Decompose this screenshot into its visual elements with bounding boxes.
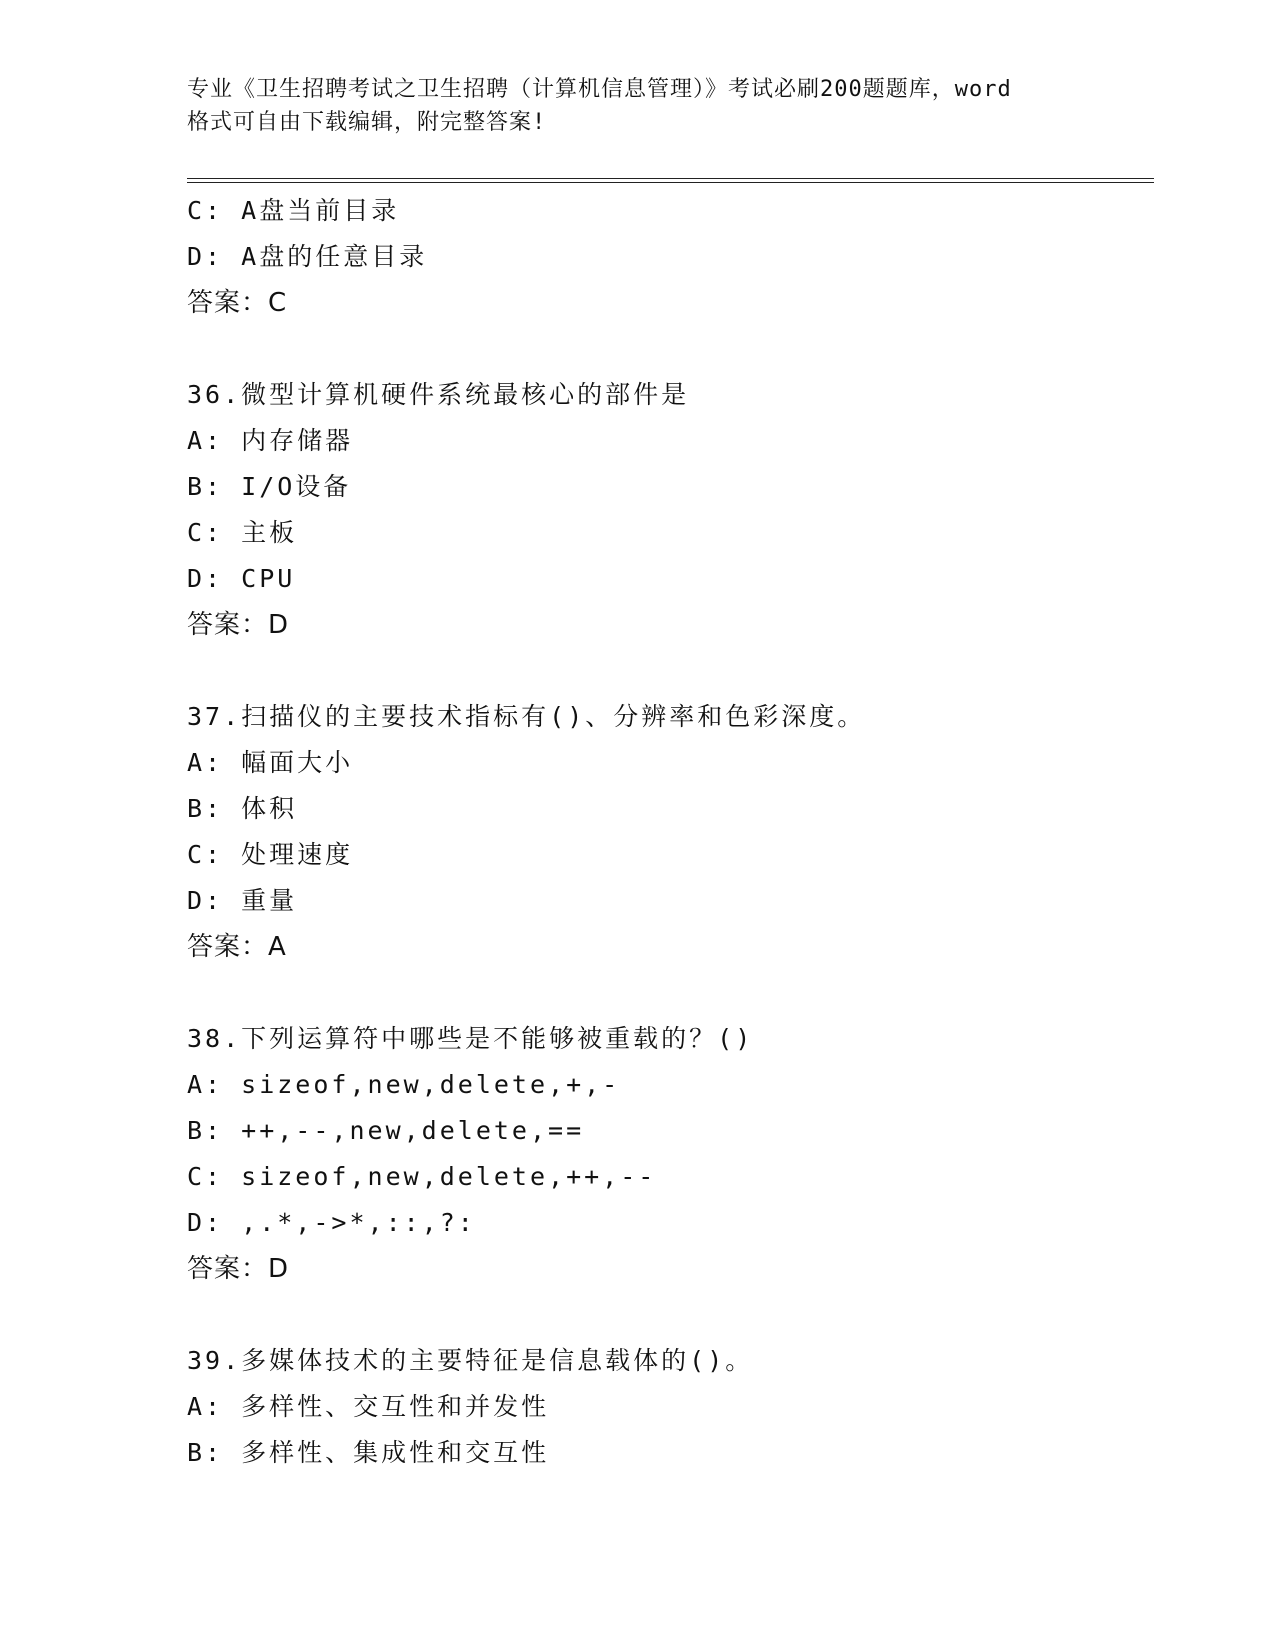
question-list xyxy=(187,188,1147,1476)
question-spacer xyxy=(187,1292,1147,1338)
option-a: A: 内存储器 xyxy=(187,426,354,455)
header-line-1: 专业《卫生招聘考试之卫生招聘（计算机信息管理）》考试必刷200题题库，word xyxy=(187,77,1012,102)
option-b: B: I/O设备 xyxy=(187,472,352,501)
option-b: B: 体积 xyxy=(187,794,298,823)
option-d: D: ,.*,->*,::,?: xyxy=(187,1208,476,1237)
answer-line: 答案：C xyxy=(187,288,288,318)
question-spacer xyxy=(187,970,1147,1016)
header-divider-top xyxy=(187,178,1154,179)
option-c: C: 主板 xyxy=(187,518,298,547)
option-b: B: ++,--,new,delete,== xyxy=(187,1116,585,1145)
option-b: B: 多样性、集成性和交互性 xyxy=(187,1438,550,1467)
option-c: C: 处理速度 xyxy=(187,840,354,869)
option-a: A: sizeof,new,delete,+,- xyxy=(187,1070,621,1099)
document-header xyxy=(187,73,1087,139)
header-line-2: 格式可自由下载编辑，附完整答案! xyxy=(187,110,547,135)
question-stem: 39.多媒体技术的主要特征是信息载体的()。 xyxy=(187,1346,754,1375)
question-37 xyxy=(187,694,1147,970)
option-c: C: sizeof,new,delete,++,-- xyxy=(187,1162,657,1191)
question-36 xyxy=(187,372,1147,648)
question-spacer xyxy=(187,648,1147,694)
question-39 xyxy=(187,1338,1147,1476)
question-38 xyxy=(187,1016,1147,1292)
option-d: D: A盘的任意目录 xyxy=(187,242,428,271)
option-d: D: 重量 xyxy=(187,886,298,915)
answer-line: 答案：A xyxy=(187,932,287,962)
option-c: C: A盘当前目录 xyxy=(187,196,400,225)
question-continued xyxy=(187,188,1147,326)
option-a: A: 多样性、交互性和并发性 xyxy=(187,1392,550,1421)
question-stem: 38.下列运算符中哪些是不能够被重载的？() xyxy=(187,1024,754,1053)
answer-line: 答案：D xyxy=(187,1254,290,1284)
answer-line: 答案：D xyxy=(187,610,290,640)
question-stem: 36.微型计算机硬件系统最核心的部件是 xyxy=(187,380,690,409)
question-stem: 37.扫描仪的主要技术指标有()、分辨率和色彩深度。 xyxy=(187,702,866,731)
header-divider-bottom xyxy=(187,182,1154,183)
option-a: A: 幅面大小 xyxy=(187,748,354,777)
question-spacer xyxy=(187,326,1147,372)
option-d: D: CPU xyxy=(187,564,296,593)
